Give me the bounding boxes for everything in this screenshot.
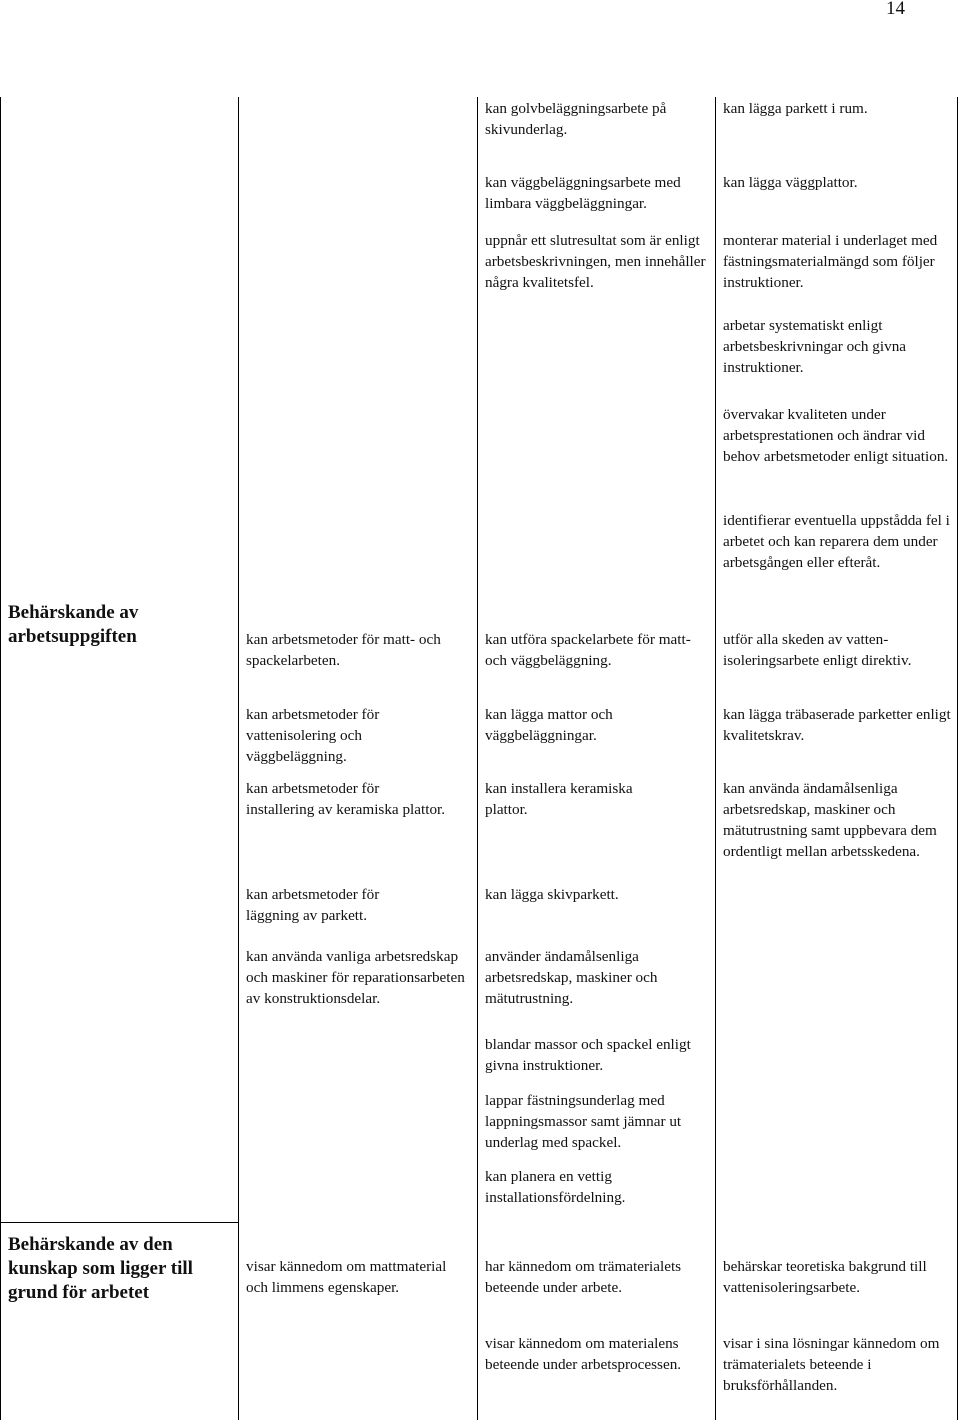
col3-top-3: uppnår ett slutresultat som är enligt arbetsbeskrivningen, men innehåller några kvalitetsfel. [485,232,706,291]
section-heading-task: Behärskande av arbetsuppgiften [8,602,139,647]
col4-top-2: kan lägga väggplattor. [723,174,858,191]
col3-task-5: använder ändamålsenliga arbetsredskap, maskiner och mätutrustning. [485,948,658,1007]
col2-task-3: kan arbetsmetoder för installering av keramiska plattor. [246,780,446,818]
table-right-border [957,97,958,1420]
section-divider [0,1222,238,1223]
column-divider-1 [238,97,239,1420]
col3-knowledge-2: visar kännedom om materialens beteende under arbetsprocessen. [485,1335,682,1373]
col3-top-1: kan golvbeläggningsarbete på skivunderlag. [485,100,667,138]
col3-knowledge-1: har kännedom om trämaterialets beteende under arbete. [485,1258,682,1296]
col3-task-7: lappar fästningsunderlag med lappningsmassor samt jämnar ut underlag med spackel. [485,1092,682,1151]
col4-top-4: arbetar systematiskt enligt arbetsbeskrivningar och givna instruktioner. [723,317,907,376]
column-divider-2 [477,97,478,1420]
col4-task-2: kan lägga träbaserade parketter enligt kvalitetskrav. [723,706,951,744]
col4-knowledge-1: behärskar teoretiska bakgrund till vattenisoleringsarbete. [723,1258,927,1296]
col4-top-1: kan lägga parkett i rum. [723,100,868,117]
col3-task-4: kan lägga skivparkett. [485,886,619,903]
col4-task-1: utför alla skeden av vatten-isoleringsarbete enligt direktiv. [723,631,912,669]
col4-task-3: kan använda ändamålsenliga arbetsredskap, maskiner och mätutrustning samt uppbevara dem ordentligt mellan arbetsskedena. [723,780,937,860]
col2-knowledge-1: visar kännedom om mattmaterial och limmens egenskaper. [246,1258,447,1296]
col4-knowledge-2: visar i sina lösningar kännedom om trämaterialets beteende i bruksförhållanden. [723,1335,940,1394]
col4-top-3: monterar material i underlaget med fästningsmaterialmängd som följer instruktioner. [723,232,938,291]
col2-task-2: kan arbetsmetoder för vattenisolering och väggbeläggning. [246,706,380,765]
col2-task-4: kan arbetsmetoder för läggning av parkett. [246,886,380,924]
col2-task-1: kan arbetsmetoder för matt- och spackelarbeten. [246,631,441,669]
col3-top-2: kan väggbeläggningsarbete med limbara väggbeläggningar. [485,174,681,212]
col3-task-2: kan lägga mattor och väggbeläggningar. [485,706,613,744]
col4-top-6: identifierar eventuella uppstådda fel i arbetet och kan reparera dem under arbetsgången eller efteråt. [723,512,950,571]
col3-task-1: kan utföra spackelarbete för matt- och väggbeläggning. [485,631,691,669]
col4-top-5: övervakar kvaliteten under arbetsprestationen och ändrar vid behov arbetsmetoder enligt situation. [723,406,949,465]
page-number: 14 [886,0,905,19]
col3-task-6: blandar massor och spackel enligt givna instruktioner. [485,1036,691,1074]
col3-task-3: kan installera keramiska plattor. [485,780,633,818]
col2-task-5: kan använda vanliga arbetsredskap och maskiner för reparationsarbeten av konstruktionsdelar. [246,948,465,1007]
col3-task-8: kan planera en vettig installationsfördelning. [485,1168,626,1206]
column-divider-3 [715,97,716,1420]
section-heading-knowledge: Behärskande av den kunskap som ligger till grund för arbetet [8,1234,193,1303]
